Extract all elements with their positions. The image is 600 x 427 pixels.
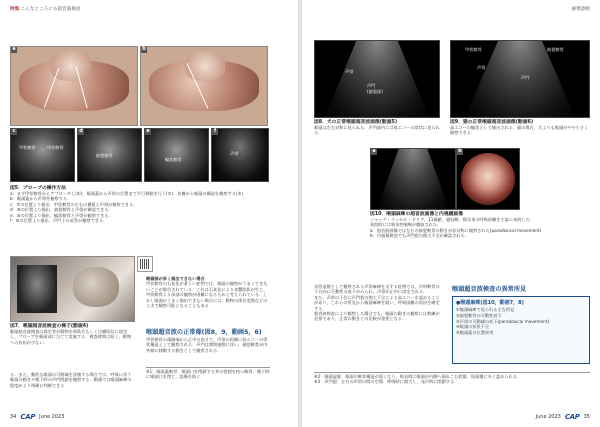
fig8-us-image — [314, 40, 440, 118]
us-label-vocal: 声帯 — [230, 151, 239, 156]
right-folio — [536, 413, 590, 421]
body-paragraph: また，声帯の下位に声門裂の開大不全による高エコーを認めることがあり，これらの所見から喉頭麻痺を疑い，呼吸困難の原因を確定する． — [314, 294, 440, 311]
fig5-label-a: a — [12, 47, 16, 52]
box-item: ③声帯の可動域の低下(paradoxical movement) — [456, 318, 549, 324]
normal-image-heading: 喉頭超音波の正常像(図8，9，動画5，6) — [146, 329, 262, 336]
body-paragraph: 超音波検査により観察した場合でも，喉頭の動きの観察には熟練が必要であり，正常の動きとの比較が重要となる． — [314, 311, 440, 322]
header-section: 特集 — [10, 7, 20, 12]
fig5-caption-title: 図5．プローブの操作方法 — [10, 186, 66, 191]
brand-logo: CAP — [20, 413, 36, 421]
fig9-caption-title: 図9．猫の正常喉頭超音波画像(動画6) — [450, 120, 534, 125]
right-page — [302, 0, 600, 427]
right-header — [572, 6, 590, 12]
fig5-caption-line: f：⑩の位置より描出．声門下の気管が観察できる． — [10, 218, 108, 224]
us-label-thyroid-right: 甲状軟骨 — [47, 145, 64, 150]
fig9-label-vocal: 声帯 — [477, 65, 486, 70]
fig10-caption-title: 図10．喉頭麻痺の超音波画像と内視鏡画像 — [370, 212, 464, 217]
body-subheading: 喉頭部が多く描出できない場合 — [146, 276, 205, 281]
fig8-label-glottis: 声門 (披裂部) — [367, 83, 383, 94]
body-paragraph: 甲状軟骨の石灰化が著しい症例では，喉頭の観察がうまくできないことが報告されている．これは石灰化により音響陰影が生じ，甲状軟骨より深部の観察が困難になるためと考えられている．しかし喉頭がうまく描出できない場合には，動物の体位変換などの工夫で観察可能となることもある． — [146, 281, 268, 309]
fig8-label-vocal-fold: 声帯 — [345, 69, 354, 74]
fig5-photo-a — [10, 46, 138, 126]
left-footnote: ※1：喉頭蓋軟骨：喉頭口を閉鎖する弁の役割を持つ軟骨．嚥下時に喉頭口を閉じ，誤嚥を防ぐ． — [146, 369, 270, 380]
fig8-caption-title: 図8．犬の正常喉頭超音波画像(動画5) — [314, 120, 398, 125]
left-page — [0, 0, 298, 427]
fig9-caption-text: 高エコーの輪状として描出される．猫の場合，犬よりも喉頭がやや小さく観察できる． — [450, 125, 589, 136]
us-label-thyroid-left: 甲状軟骨 — [19, 145, 36, 150]
fig10-label-b: b — [458, 149, 462, 154]
box-item: ②披裂軟骨の可動性低下 — [456, 312, 502, 318]
fig7-caption-title: 図7．喉頭超音波検査の様子(動画4) — [10, 324, 89, 329]
issue-date: June 2023 — [535, 414, 561, 420]
fig5-caption-line: e：⑨の位置より描出．輪状軟骨と声帯が観察できる． — [10, 212, 113, 218]
fig5-label-b: b — [142, 47, 146, 52]
fig5-label-d: d — [79, 129, 83, 134]
fig5-label-c: c — [12, 129, 16, 134]
us-label-cricoid: 輪状軟骨 — [165, 157, 182, 162]
box-item: ④喉頭の拡張不全 — [456, 324, 490, 330]
box-item: ①喉頭麻痺で見られる主な所見 — [456, 307, 515, 312]
fig9-caption — [450, 118, 590, 136]
paralysis-findings-box — [452, 296, 590, 364]
fig7-caption — [10, 322, 134, 345]
fig10-caption-line: 来院時には吸気性喘鳴が聴取された． — [370, 222, 442, 228]
fig10-us-image-a — [370, 148, 456, 210]
header-title: こんなところにも超音波検査 — [20, 7, 81, 12]
fig9-label-arytenoid: 披裂軟骨 — [547, 47, 564, 52]
left-header — [10, 6, 80, 12]
fig5-us-f — [211, 128, 269, 182]
footnote-item: ※2：喉頭虚脱：喉頭の軟骨構造が弱くなり，吸気時に喉頭が内側へ倒れこむ状態．短頭種に多く認められる． — [314, 374, 522, 379]
fig8-caption-text: 喉頭は左右対称に見られる．声門部内には低エコーの帯状に見られる． — [314, 125, 440, 136]
fig10-caption — [370, 210, 590, 239]
brand-logo: CAP — [564, 413, 580, 421]
left-body-column — [146, 276, 270, 308]
fig5-label-f: f — [213, 129, 217, 134]
fig9-label-thyroid: 甲状軟骨 — [465, 47, 482, 52]
left-folio — [10, 413, 64, 421]
fig5-photo-b — [140, 46, 268, 126]
fig7-caption-text: 喉頭超音波検査は保定者が動物を仰臥位もしくは横臥位に保定し，プローブを喉頭部に当てて実施する．検査時間は短く，動物への負担が少ない． — [10, 329, 132, 345]
box-item: ⑤喉頭蓋の位置異常 — [456, 330, 494, 336]
fig5-caption-line: b：喉頭蓋から声帯を観察する． — [10, 196, 72, 202]
fig10-caption-line: b：内視鏡検査でも声門裂の開大不全が確認された． — [370, 233, 469, 239]
fig7-photo — [10, 256, 135, 322]
abnormal-findings-heading: 喉頭超音波検査の異常所見 — [452, 286, 527, 293]
fig5-caption — [10, 184, 268, 223]
fig5-us-c — [10, 128, 75, 182]
fig7-qr-icon[interactable] — [137, 256, 153, 272]
fig5-label-e: e — [146, 129, 150, 134]
fig5-caption-line: a：まず甲状軟骨からアプローチし(①)，喉頭蓋から声帯の位置まで平行移動を行う(②)．皮膚から喉頭の構造を観察する(③)． — [10, 191, 248, 196]
page-number: 34 — [10, 414, 17, 420]
body-paragraph: 気管虚脱として観察される声帯麻痺を呈する症例では，声帯軟骨の下方向に可動性の低下がみられ，声帯が正中に固定される． — [314, 284, 440, 295]
fig9-label-glottis: 声門 — [521, 75, 530, 80]
footnote-item: ※3：声門裂：左右の声帯の間の空間．呼吸時に開大し，発声時に閉鎖する． — [314, 379, 459, 385]
fig7-monitor — [17, 265, 57, 313]
fig5-us-e — [144, 128, 209, 182]
us-label-arytenoid: 披裂軟骨 — [96, 153, 113, 158]
fig10-label-a: a — [372, 149, 376, 154]
fig9-us-image — [450, 40, 590, 118]
fig7-dog — [73, 267, 119, 307]
right-footnotes — [314, 372, 590, 385]
fig10-endoscope-image-b — [456, 148, 520, 210]
fig10-caption-line: ジャック・ラッセル・テリア，11歳齢，避妊雌．数年来の呼吸困難を主訴に来院した． — [370, 217, 534, 222]
fig8-caption — [314, 118, 442, 136]
fig10-caption-line: a：超音波画像では左右の披裂軟骨の動きが非対称に観察された(paradoxical movement)． — [370, 227, 546, 233]
fig5-caption-line: c：⑦の位置より描出．甲状軟骨の左右の翼板と声帯が観察できる． — [10, 201, 138, 207]
issue-date: June 2023 — [39, 414, 65, 420]
box-title: ●喉頭麻痺(図10，動画7，8) — [456, 300, 524, 306]
left-body-text: る．また，動的な喉頭の可動域を評価する場合では，呼吸に伴う喉頭の動きや嚥下時の声門閉鎖を観察する．動画では喉頭麻痺の程度がより明確に判断できる． — [10, 372, 132, 388]
fig5-caption-line: d：⑧の位置より描出．披裂軟骨と声帯が確認できる． — [10, 207, 113, 213]
right-body-column — [314, 284, 442, 322]
page-number: 35 — [583, 414, 590, 420]
body-paragraph: 甲状軟骨の頭側端から正中の高さで，声帯の両側に低エコーの帯状構造として観察される．声門は開閉運動に伴い，披裂軟骨が内外側に移動する動きとして観察される． — [146, 337, 268, 353]
header-tag: 画像診断 — [571, 7, 590, 12]
fig5-us-d — [77, 128, 142, 182]
